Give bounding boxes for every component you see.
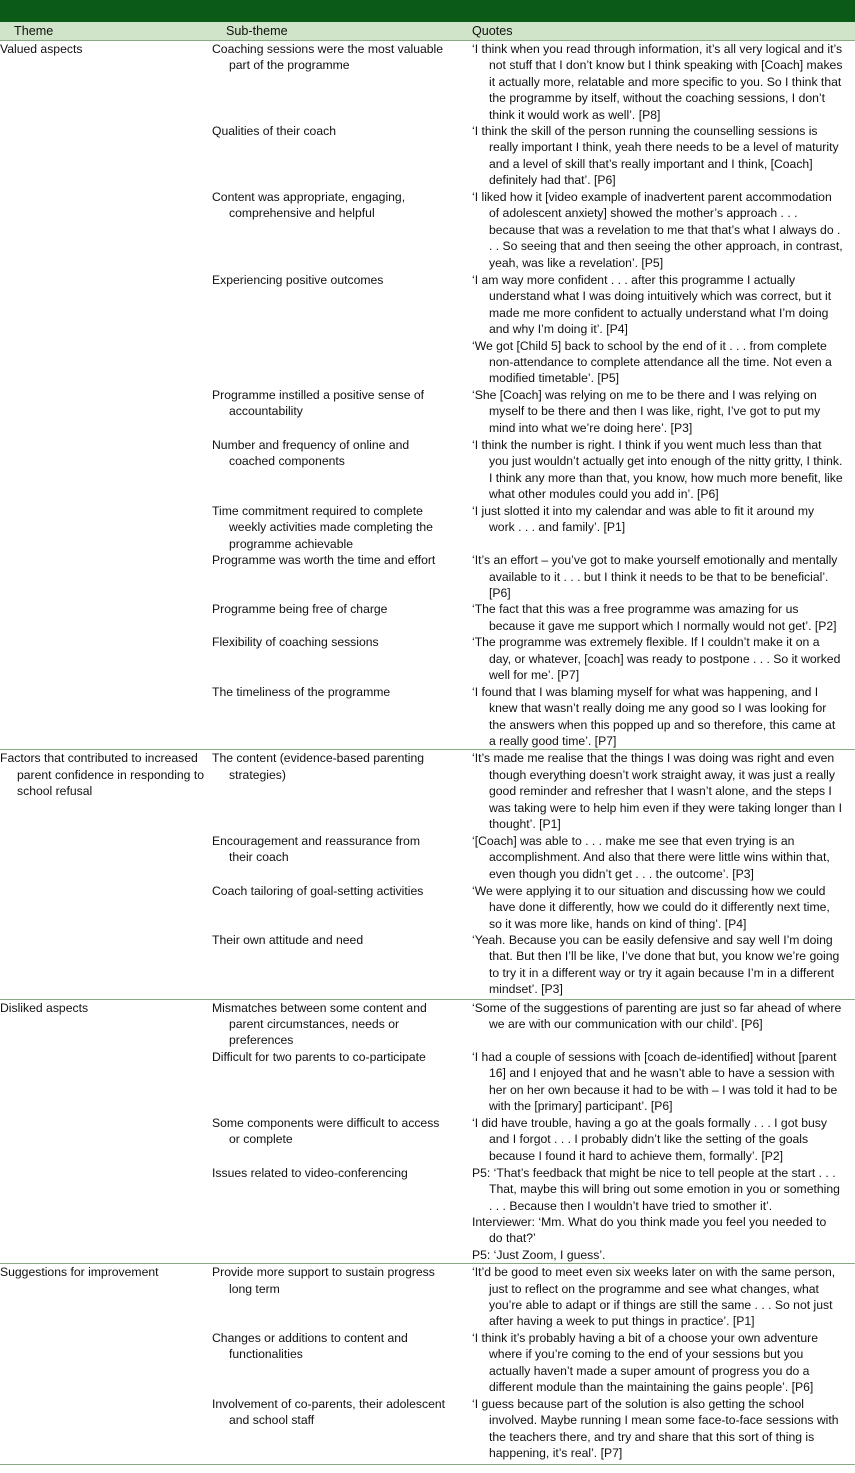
table-row <box>0 1165 855 1264</box>
table-row <box>0 552 855 601</box>
themes-table <box>0 22 855 1465</box>
table-row <box>0 932 855 999</box>
theme-cell <box>0 1115 212 1165</box>
subtheme-cell: Programme instilled a positive sense of accountability <box>212 388 425 419</box>
theme-cell: Valued aspects <box>0 41 212 124</box>
quotes-cell <box>458 1396 855 1465</box>
table-row <box>0 684 855 750</box>
theme-cell: Disliked aspects <box>0 999 212 1049</box>
quotes-cell <box>458 684 855 750</box>
quote-text: ‘I just slotted it into my calendar and was able to fit it around my work . . . and family’. [P1] <box>472 504 815 535</box>
subtheme-cell: Mismatches between some content and parent circumstances, needs or preferences <box>212 999 458 1049</box>
table-row <box>0 1264 855 1330</box>
top-color-bar <box>0 0 855 22</box>
table-row <box>0 1396 855 1465</box>
theme-cell <box>0 123 212 189</box>
subtheme-cell: Changes or additions to content and functionalities <box>212 1330 408 1362</box>
subtheme-cell: Programme being free of charge <box>212 602 388 617</box>
quote-text: ‘I did have trouble, having a go at the goals formally . . . I got busy and I forgot . . . I probably didn’t like the setting of the goals because I found it hard to achieve them, formally’. [P2] <box>472 1115 827 1163</box>
table-body <box>0 41 855 1465</box>
subtheme-cell: Time commitment required to complete weekly activities made completing the programme achievable <box>212 504 433 551</box>
quote-text: ‘I had a couple of sessions with [coach de-identified] without [parent 16] and I enjoyed that and he wasn’t able to have a session with her on her own because it had to be with – I was told it had to be with the [primary] participant’. [P6] <box>472 1049 838 1113</box>
table-row <box>0 883 855 932</box>
table-row <box>0 1330 855 1396</box>
quote-text: ‘I liked how it [video example of inadvertent parent accommodation of adolescent anxiety] showed the mother’s approach . . . because that was a revelation to me that that’s what I always do . . . So seeing that and then seeing the other approach, in contrast, yeah, was like a revelation’. [P5] <box>472 190 843 270</box>
quote-text: ‘I think it’s probably having a bit of a choose your own adventure where if you’re coming to the end of your sessions but you actually haven’t made a super amount of progress you do a different module than the maintaining the gains people’. [P6] <box>472 1330 818 1395</box>
subtheme-cell: Encouragement and reassurance from their coach <box>212 833 420 865</box>
subtheme-cell: Number and frequency of online and coached components <box>212 438 410 469</box>
quotes-cell <box>458 833 855 883</box>
quote-text: ‘I found that I was blaming myself for what was happening, and I knew that wasn’t really doing me any good so I was looking for the answers when this popped up and so therefore, this came at a really good time’. [P7] <box>472 684 836 748</box>
quote-text: P5: ‘That’s feedback that might be nice to tell people at the start . . . That, maybe this will bring out some emotion in you or something . . . Because then I wouldn’t have tried to smother it’. <box>472 1165 840 1213</box>
subtheme-cell: Issues related to video-conferencing <box>212 1165 408 1180</box>
subtheme-cell: Their own attitude and need <box>212 933 364 948</box>
header-row <box>0 22 855 41</box>
quotes-cell <box>458 750 855 833</box>
theme-cell: Suggestions for improvement <box>0 1264 212 1330</box>
theme-cell <box>0 932 212 999</box>
quote-text: ‘She [Coach] was relying on me to be there and I was relying on myself to be there and then I was like, right, I’ve got to put my mind into what we’re doing here’. [P3] <box>472 388 821 435</box>
theme-cell <box>0 1330 212 1396</box>
quotes-cell <box>458 1049 855 1115</box>
table-row <box>0 503 855 552</box>
subtheme-cell: Experiencing positive outcomes <box>212 273 384 288</box>
header-quotes: Quotes <box>458 22 855 41</box>
quote-text: P5: ‘Just Zoom, I guess’. <box>472 1247 606 1262</box>
theme-cell <box>0 189 212 272</box>
subtheme-cell: Coach tailoring of goal-setting activities <box>212 883 424 898</box>
subtheme-cell: Difficult for two parents to co-participate <box>212 1049 426 1064</box>
quote-text: ‘It’d be good to meet even six weeks later on with the same person, just to reflect on the programme and see what changes, what you’re able to adapt or if things are still the same . . . So not just after having a week to put things in practice’. [P1] <box>472 1265 836 1329</box>
subtheme-cell: Provide more support to sustain progress long term <box>212 1264 458 1330</box>
theme-cell <box>0 387 212 437</box>
header-theme: Theme <box>0 22 212 41</box>
quote-text: ‘I am way more confident . . . after this programme I actually understand what I was doing intuitively which was correct, but it made me more confident to actually understand what I’m doing and why I’m doing it’. [P4] <box>472 273 832 337</box>
quotes-cell <box>458 437 855 503</box>
theme-cell <box>0 437 212 503</box>
table-row <box>0 1049 855 1115</box>
subtheme-cell: The content (evidence-based parenting strategies) <box>212 750 458 833</box>
subtheme-cell: Programme was worth the time and effort <box>212 553 436 568</box>
quotes-cell <box>458 552 855 601</box>
subtheme-cell: Qualities of their coach <box>212 124 336 139</box>
theme-cell <box>0 684 212 750</box>
quote-text: ‘[Coach] was able to . . . make me see that even trying is an accomplishment. And also that there were little wins within that, even though you didn’t get . . . the outcome’. [P3] <box>472 833 830 881</box>
quotes-cell <box>458 1264 855 1330</box>
header-subtheme: Sub-theme <box>212 22 458 41</box>
subtheme-cell: Some components were difficult to access or complete <box>212 1115 440 1147</box>
theme-cell <box>0 883 212 932</box>
table-row <box>0 272 855 387</box>
quotes-cell <box>458 503 855 552</box>
theme-cell <box>0 1049 212 1115</box>
quote-text: Interviewer: ‘Mm. What do you think made you feel you needed to do that?’ <box>472 1214 827 1246</box>
quotes-cell <box>458 387 855 437</box>
quotes-cell <box>458 189 855 272</box>
quote-text: ‘We got [Child 5] back to school by the end of it . . . from complete non-attendance to complete attendance all the time. Not even a modified timetable’. [P5] <box>472 338 832 386</box>
theme-cell <box>0 1396 212 1465</box>
table-row <box>0 750 855 833</box>
table-row <box>0 123 855 189</box>
theme-cell <box>0 634 212 683</box>
theme-cell <box>0 552 212 601</box>
theme-cell <box>0 833 212 883</box>
table-row <box>0 634 855 683</box>
table-header <box>0 22 855 41</box>
quote-text: ‘It’s an effort – you’ve got to make yourself emotionally and mentally available to it . . . but I think it needs to be that to be beneficial’. [P6] <box>472 553 838 601</box>
table-row <box>0 999 855 1049</box>
subtheme-cell: Content was appropriate, engaging, comprehensive and helpful <box>212 190 406 221</box>
quote-text: ‘The fact that this was a free programme was amazing for us because it gave me support which I normally would not get’. [P2] <box>472 602 837 633</box>
quotes-cell <box>458 41 855 124</box>
table-row <box>0 437 855 503</box>
theme-cell <box>0 272 212 387</box>
table-row <box>0 1115 855 1165</box>
quote-text: ‘It’s made me realise that the things I was doing was right and even though everything doesn’t work straight away, it was just a really good reminder and refresher that I wasn’t alone, and the steps I was taking were to help him even if they were taking longer than I thought’. [P1] <box>472 751 842 831</box>
quotes-cell <box>458 883 855 932</box>
table-row <box>0 387 855 437</box>
quote-text: ‘Yeah. Because you can be easily defensive and say well I’m doing that. But then I’ll be like, I’ve done that but, you know we’re going to try it in a different way or try it again because I’m in a different mindset’. [P3] <box>472 933 840 997</box>
quotes-cell <box>458 601 855 634</box>
quote-text: ‘I guess because part of the solution is also getting the school involved. Maybe running I mean some face-to-face sessions with the teachers there, and try and share that this sort of thing is happening, it’s real’. [P7] <box>472 1396 839 1461</box>
quotes-cell <box>458 999 855 1049</box>
quotes-cell <box>458 272 855 387</box>
quotes-cell <box>458 1165 855 1264</box>
subtheme-cell: The timeliness of the programme <box>212 684 391 699</box>
table-row <box>0 41 855 124</box>
theme-cell <box>0 503 212 552</box>
quote-text: ‘I think when you read through information, it’s all very logical and it’s not stuff that I don’t know but I think speaking with [Coach] makes it actually more, relatable and more specific to you. So I think that the programme by itself, without the coaching sessions, I don’t think it would work as well’. [P8] <box>472 42 843 122</box>
quotes-cell <box>458 1330 855 1396</box>
quote-text: ‘We were applying it to our situation and discussing how we could have done it differently, how we could do it differently next time, so it was more like, hands on kind of thing’. [P4] <box>472 883 830 931</box>
table-row <box>0 189 855 272</box>
subtheme-cell: Involvement of co-parents, their adolescent and school staff <box>212 1396 458 1465</box>
table-row <box>0 601 855 634</box>
quote-text: ‘The programme was extremely flexible. If I couldn’t make it on a day, or whatever, [coach] was ready to postpone . . . So it worked well for me’. [P7] <box>472 635 841 683</box>
theme-cell <box>0 1165 212 1264</box>
quotes-cell <box>458 932 855 999</box>
quote-text: ‘I think the skill of the person running the counselling sessions is really important I think, yeah there needs to be a level of maturity and a level of skill that’s really important and I think, [Coach] definitely had that’. [P6] <box>472 124 839 188</box>
theme-cell: Factors that contributed to increased parent confidence in responding to school refusal <box>0 750 212 833</box>
quotes-cell <box>458 634 855 683</box>
quotes-cell <box>458 1115 855 1165</box>
subtheme-cell: Flexibility of coaching sessions <box>212 635 379 650</box>
quotes-cell <box>458 123 855 189</box>
quote-text: ‘Some of the suggestions of parenting are just so far ahead of where we are with our communication with our child’. [P6] <box>472 1000 842 1031</box>
subtheme-cell: Coaching sessions were the most valuable part of the programme <box>212 41 458 124</box>
table-row <box>0 833 855 883</box>
quote-text: ‘I think the number is right. I think if you went much less than that you just wouldn’t actually get into enough of the nitty gritty, I think. I think any more than that, you know, how much more benefit, like what other modules could you add in’. [P6] <box>472 438 843 502</box>
theme-cell <box>0 601 212 634</box>
